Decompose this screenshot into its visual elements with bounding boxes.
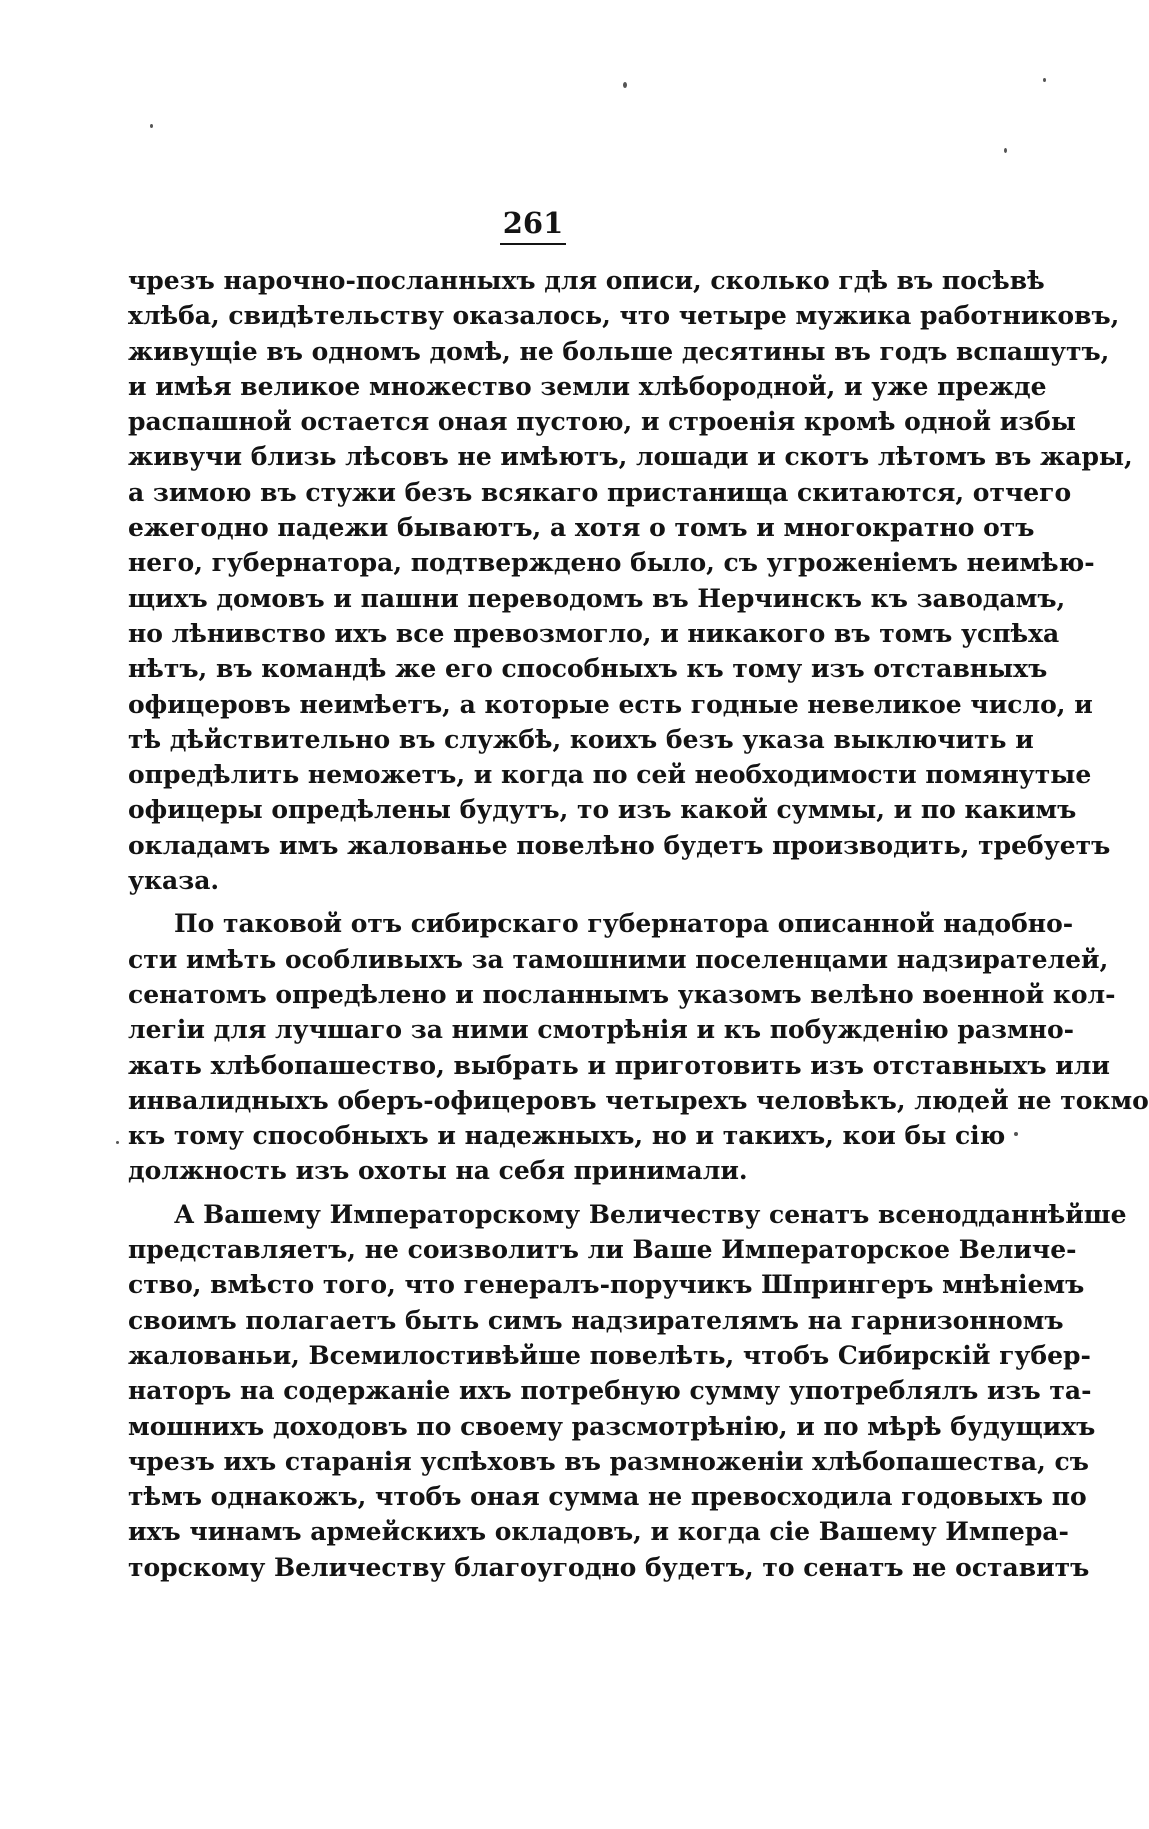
text-line: къ тому способныхъ и надежныхъ, но и такихъ, кои бы сію <box>128 1121 1006 1151</box>
text-line: сти имѣть особливыхъ за тамошними поселенцами надзирателей, <box>128 944 1109 974</box>
scan-speck <box>1043 78 1046 82</box>
scan-speck <box>623 82 627 88</box>
text-line: сенатомъ опредѣлено и посланнымъ указомъ велѣно военной кол- <box>128 979 1116 1009</box>
text-line: щихъ домовъ и пашни переводомъ въ Нерчинскъ къ заводамъ, <box>128 583 1066 613</box>
text-line: жать хлѣбопашество, выбрать и приготовить изъ отставныхъ или <box>128 1050 1110 1080</box>
text-line: тѣмъ однакожъ, чтобъ оная сумма не превосходила годовыхъ по <box>128 1482 1087 1512</box>
text-line: него, губернатора, подтверждено было, съ угроженіемъ неимѣю- <box>128 548 1095 578</box>
text-line: чрезъ нарочно-посланныхъ для описи, сколько гдѣ въ посѣвѣ <box>128 266 1045 295</box>
text-line: ежегодно падежи бываютъ, а хотя о томъ и многократно отъ <box>128 513 1035 543</box>
text-line: А Вашему Императорскому Величеству сенатъ всенодданнѣйше <box>174 1199 1127 1229</box>
text-line: а зимою въ стужи безъ всякаго пристанища скитаются, отчего <box>128 477 1072 507</box>
paragraph-gap <box>128 1189 984 1197</box>
text-line: живучи близь лѣсовъ не имѣютъ, лошади и скотъ лѣтомъ въ жары, <box>128 442 1133 472</box>
scan-speck <box>150 124 153 128</box>
text-line: инвалидныхъ оберъ-офицеровъ четырехъ человѣкъ, людей не токмо <box>128 1085 1149 1115</box>
paragraph-gap <box>128 898 984 906</box>
text-line: ство, вмѣсто того, что генералъ-поручикъ Шпрингеръ мнѣніемъ <box>128 1270 1085 1300</box>
text-line: и имѣя великое множество земли хлѣбородной, и уже прежде <box>128 371 1047 401</box>
text-line: но лѣнивство ихъ все превозмогло, и никакого въ томъ успѣха <box>128 618 1060 648</box>
text-line: своимъ полагаетъ быть симъ надзирателямъ на гарнизонномъ <box>128 1305 1064 1335</box>
text-line: должность изъ охоты на себя принимали. <box>128 1156 748 1186</box>
text-line: окладамъ имъ жалованье повелѣно будетъ производить, требуетъ <box>128 830 1111 860</box>
scan-speck <box>1014 1132 1018 1136</box>
text-line: офицеры опредѣлены будутъ, то изъ какой суммы, и по какимъ <box>128 795 1077 825</box>
text-line: представляетъ, не соизволитъ ли Ваше Императорское Величе- <box>128 1235 1077 1265</box>
text-line: торскому Величеству благоугодно будетъ, то сенатъ не оставитъ <box>128 1552 1090 1582</box>
text-line: наторъ на содержаніе ихъ потребную сумму употреблялъ изъ та- <box>128 1376 1092 1406</box>
scan-speck <box>1004 148 1007 153</box>
text-line: указа. <box>128 866 220 896</box>
text-line: чрезъ ихъ старанія успѣховъ въ размноженіи хлѣбопашества, съ <box>128 1446 1089 1476</box>
page-number-underline <box>500 243 566 245</box>
text-line: распашной остается оная пустою, и строенія кромѣ одной избы <box>128 407 1076 437</box>
text-line: нѣтъ, въ командѣ же его способныхъ къ тому изъ отставныхъ <box>128 654 1048 684</box>
page-number: 261 <box>502 206 564 240</box>
text-line: офицеровъ неимѣетъ, а которые есть годные невеликое число, и <box>128 689 1093 719</box>
text-line: ихъ чинамъ армейскихъ окладовъ, и когда сіе Вашему Импера- <box>128 1517 1069 1547</box>
text-line: легіи для лучшаго за ними смотрѣнія и къ побужденію размно- <box>128 1015 1075 1045</box>
text-line: опредѣлить неможетъ, и когда по сей необходимости помянутые <box>128 760 1092 790</box>
text-line: По таковой отъ сибирскаго губернатора описанной надобно- <box>174 909 1074 939</box>
scan-speck <box>116 1141 119 1144</box>
text-line: живущіе въ одномъ домѣ, не больше десятины въ годъ вспашутъ, <box>128 336 1110 366</box>
body-text <box>128 263 1149 1585</box>
text-line: жалованьи, Всемилостивѣйше повелѣть, чтобъ Сибирскій губер- <box>128 1340 1091 1370</box>
text-line: тѣ дѣйствительно въ службѣ, коихъ безъ указа выключить и <box>128 724 1034 754</box>
text-line: мошнихъ доходовъ по своему разсмотрѣнію, и по мѣрѣ будущихъ <box>128 1411 1096 1441</box>
text-line: хлѣба, свидѣтельству оказалось, что четыре мужика работниковъ, <box>128 301 1120 331</box>
